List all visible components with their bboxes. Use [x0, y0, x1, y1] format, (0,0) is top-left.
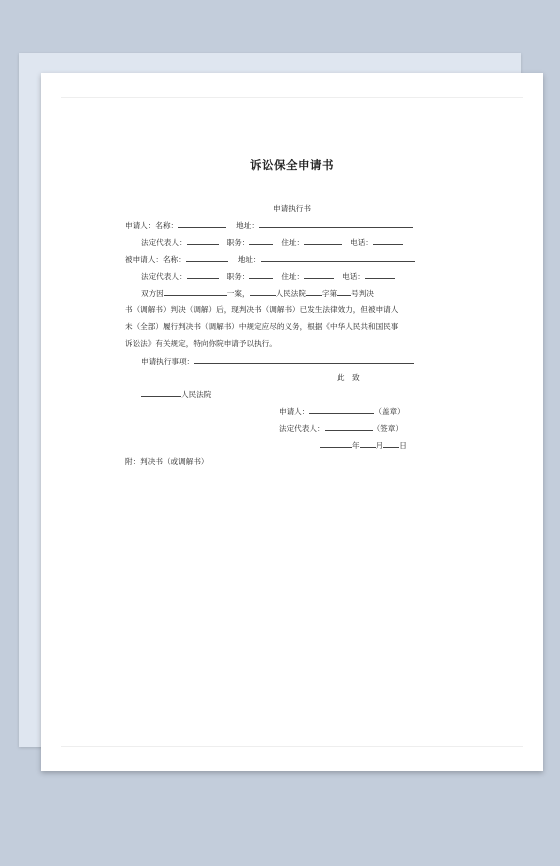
- court-line: 人民法院: [141, 389, 211, 400]
- attachment-note: 附：判决书（或调解书）: [125, 457, 209, 466]
- paragraph-line-4: 诉讼法》有关规定，特向你院申请予以执行。: [125, 339, 277, 348]
- paragraph-line-2: 书（调解书）判决（调解）后，现判决书（调解书）已发生法律效力，但被申请人: [125, 305, 399, 314]
- rep-signature-line: 法定代表人： （签章）: [279, 424, 403, 433]
- paragraph-line-3: 未（全部）履行判决书（调解书）中规定应尽的义务，根据《中华人民共和国民事: [125, 322, 399, 331]
- matters-blank[interactable]: [194, 356, 414, 364]
- applicant-line: 申请人：名称： 地址：: [125, 220, 413, 231]
- document-page: [41, 73, 543, 771]
- applicant-residence-blank[interactable]: [304, 237, 342, 245]
- respondent-rep-blank[interactable]: [187, 271, 219, 279]
- respondent-name-blank[interactable]: [186, 254, 228, 262]
- salutation: 此 致: [337, 373, 360, 382]
- respondent-line: 被申请人：名称： 地址：: [125, 254, 415, 265]
- header-rule: [61, 97, 523, 98]
- year-blank[interactable]: [320, 440, 352, 448]
- court-name-blank[interactable]: [141, 389, 181, 397]
- case-number-blank[interactable]: [337, 288, 351, 296]
- applicant-rep-blank[interactable]: [187, 237, 219, 245]
- applicant-phone-blank[interactable]: [373, 237, 403, 245]
- matters-line: 申请执行事项：: [141, 356, 414, 367]
- document-title: 诉讼保全申请书: [250, 158, 334, 172]
- day-blank[interactable]: [383, 440, 399, 448]
- applicant-address-blank[interactable]: [259, 220, 413, 228]
- respondent-position-blank[interactable]: [249, 271, 273, 279]
- case-year-blank[interactable]: [306, 288, 322, 296]
- case-name-blank[interactable]: [164, 288, 227, 296]
- footer-rule: [61, 746, 523, 747]
- month-blank[interactable]: [360, 440, 376, 448]
- respondent-rep-line: 法定代表人： 职务： 住址： 电话：: [141, 271, 395, 282]
- applicant-rep-line: 法定代表人： 职务： 住址： 电话：: [141, 237, 403, 248]
- applicant-name-blank[interactable]: [178, 220, 226, 228]
- applicant-seal-blank[interactable]: [309, 406, 374, 414]
- applicant-position-blank[interactable]: [249, 237, 273, 245]
- paragraph-line-1: 双方因 一案， 人民法院 字第 号判决: [141, 289, 374, 298]
- court-blank[interactable]: [250, 288, 276, 296]
- date-line: 年 月 日: [320, 440, 407, 451]
- respondent-residence-blank[interactable]: [304, 271, 334, 279]
- respondent-phone-blank[interactable]: [365, 271, 395, 279]
- respondent-address-blank[interactable]: [261, 254, 415, 262]
- applicant-signature-line: 申请人： （盖章）: [279, 407, 405, 416]
- document-subtitle: 申请执行书: [273, 204, 311, 213]
- rep-signature-blank[interactable]: [325, 423, 373, 431]
